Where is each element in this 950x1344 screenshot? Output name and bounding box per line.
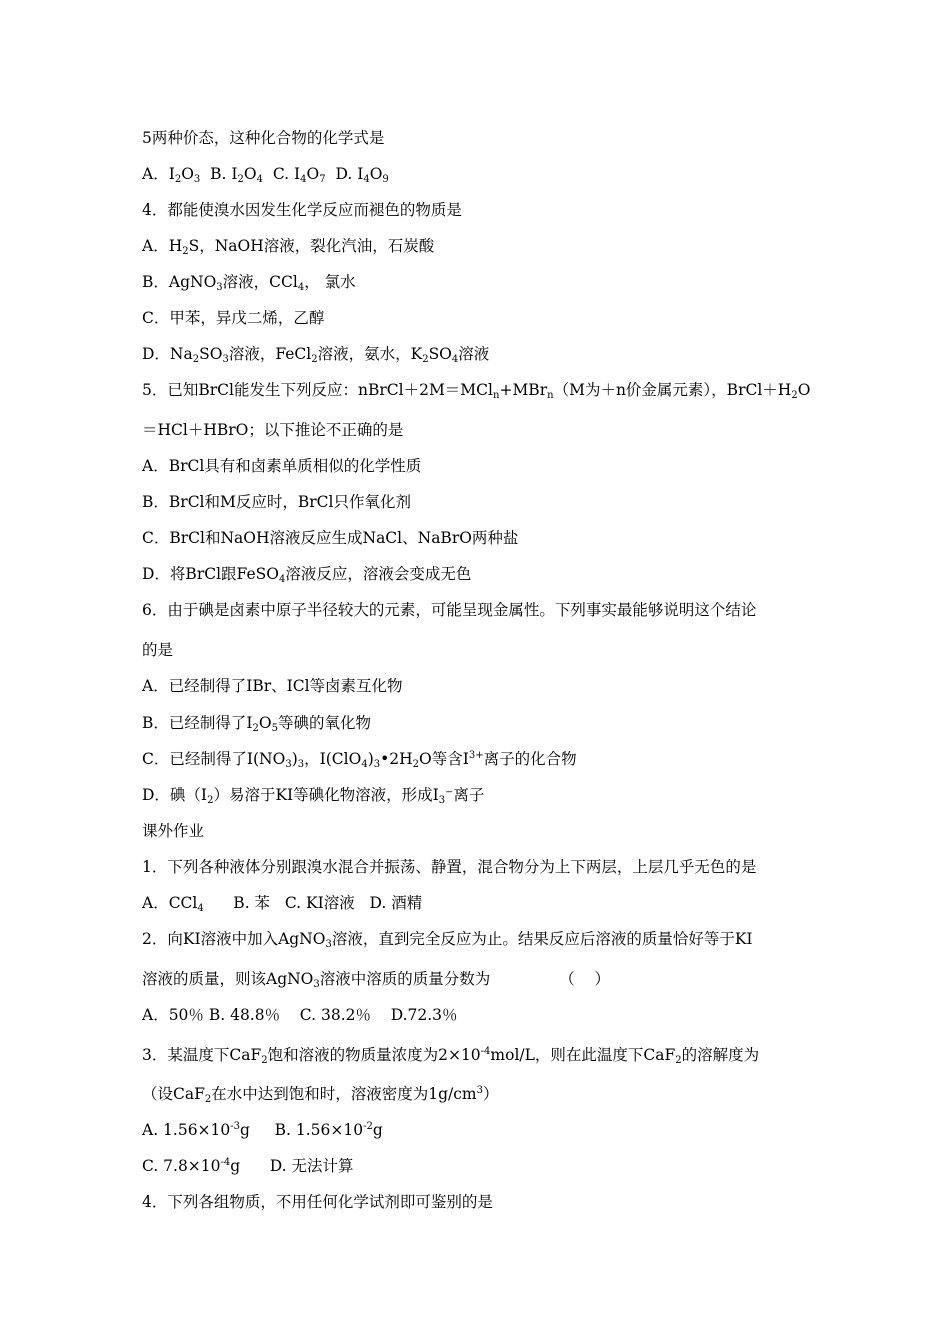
text-run: （M为＋n价金属元素），BrCl＋H [553,381,792,399]
text-run: +MBr [499,381,548,399]
subscript: 3 [222,354,229,365]
text-run: A．I [142,165,175,183]
subscript: 4 [361,759,368,770]
text-line [142,676,403,696]
subscript: 2 [207,795,214,806]
text-line [142,420,403,440]
text-run: O [181,165,194,183]
subscript: 3 [438,795,446,806]
text-run: B．AgNO [142,273,217,291]
text-run: B. I [200,165,238,183]
text-run: 课外作业 [142,822,205,840]
subscript: 4 [300,174,307,185]
text-line [142,893,422,913]
text-line [142,492,411,512]
text-line [142,236,434,256]
text-run: 溶液的质量，则该AgNO [142,970,314,988]
text-line [142,640,173,660]
text-run: D．将BrCl跟FeSO [142,565,279,583]
text-line [142,600,756,620]
text-run: SO [428,345,452,363]
text-line [142,785,484,805]
subscript: 4 [363,174,370,185]
text-line [142,1084,499,1104]
text-run: D. I [325,165,364,183]
text-run: 溶液，氨水，K [317,345,423,363]
text-run: 1．下列各种液体分别跟溴水混合并振荡、静置，混合物分为上下两层，上层几乎无色的是 [142,858,757,876]
subscript: 2 [237,174,244,185]
subscript: 3 [297,759,305,770]
text-run: g D. 无法计算 [230,1157,354,1175]
text-run: 溶液反应，溶液会变成无色 [285,565,472,583]
text-run: 溶液 [458,345,490,363]
text-run: B．BrCl和M反应时，BrCl只作氧化剂 [142,493,411,511]
text-run: C. 7.8×10 [142,1157,221,1175]
superscript: 3 [476,1085,483,1096]
text-line [142,564,471,584]
subscript: 2 [422,354,429,365]
superscript: -3 [230,1121,241,1132]
text-run: A．BrCl具有和卤素单质相似的化学性质 [142,457,422,475]
subscript: 2 [192,354,200,365]
text-run: 溶液，CCl [222,273,298,291]
text-line [142,200,462,220]
text-run: ＝HCl＋HBrO；以下推论不正确的是 [142,421,404,439]
text-run: 4．都能使溴水因发生化学反应而褪色的物质是 [142,201,462,219]
text-run: ）易溶于KI等碘化物溶液，形成I [213,786,439,804]
subscript: 2 [204,1094,212,1105]
text-run: •2H [380,750,413,768]
subscript: 2 [182,246,189,257]
subscript: 2 [791,390,798,401]
text-run: B. 苯 C. KI溶液 D. 酒精 [203,894,423,912]
text-run: C．甲苯，异戊二烯，乙醇 [142,309,325,327]
text-line [142,1005,458,1025]
text-line [142,821,204,841]
text-run: A. 1.56×10 [142,1121,231,1139]
subscript: 2 [261,1055,268,1066]
text-run: g B. 1.56×10 [240,1121,364,1139]
text-run: C. I [263,165,301,183]
text-run: ） [483,1085,499,1103]
text-line [142,713,371,733]
text-run: O [797,381,811,399]
text-run: ⁻离子 [445,786,485,804]
text-line [142,456,421,476]
text-line [142,857,756,877]
text-run: 溶液中溶质的质量分数为 （ ） [319,970,610,988]
subscript: 7 [319,174,326,185]
text-run: 5两种价态，这种化合物的化学式是 [142,129,385,147]
superscript: -4 [480,1046,491,1057]
text-run: C．BrCl和NaOH溶液反应生成NaCl、NaBrO两种盐 [142,529,519,547]
text-run: O等含I [419,750,469,768]
subscript: 2 [174,174,182,185]
text-run: A．50％ B. 48.8％ C. 38.2％ D.72.3％ [142,1006,458,1024]
text-run: A．H [142,237,183,255]
text-run: 等碘的氧化物 [277,714,371,732]
text-line [142,164,389,184]
text-run: ) [291,750,298,768]
text-run: ) [367,750,374,768]
subscript: 3 [285,759,292,770]
superscript: -4 [220,1157,231,1168]
text-line [142,272,356,292]
subscript: 9 [382,174,389,185]
text-run: g [372,1121,383,1139]
text-run: 溶液，直到完全反应为止。结果反应后溶液的质量恰好等于KI [331,930,753,948]
text-run: O [306,165,320,183]
subscript: 4 [451,354,459,365]
text-line [142,749,577,769]
text-run: ， 氯水 [304,273,356,291]
text-run: 饱和溶液的物质量浓度为2×10 [267,1046,481,1064]
subscript: 3 [373,759,381,770]
subscript: 2 [675,1055,682,1066]
text-line [142,1120,383,1140]
text-run: 3．某温度下CaF [142,1046,262,1064]
subscript: 3 [216,282,223,293]
text-run: 2．向KI溶液中加入AgNO [142,930,326,948]
text-run: O [243,165,257,183]
text-run: O [369,165,383,183]
subscript: n [547,390,554,401]
subscript: 2 [252,723,259,734]
subscript: 3 [325,939,332,950]
subscript: 5 [271,723,278,734]
text-run: O [258,714,272,732]
text-run: 5．已知BrCl能发生下列反应：nBrCl＋2M＝MCl [142,381,493,399]
text-run: 在水中达到饱和时，溶液密度为1g/cm [211,1085,477,1103]
text-run: 的是 [142,641,174,659]
text-run: C．已经制得了I(NO [142,750,286,768]
text-run: mol/L，则在此温度下CaF [490,1046,676,1064]
text-run: D．碘（I [142,786,208,804]
subscript: 4 [278,574,286,585]
text-line [142,128,384,148]
superscript: 3+ [468,750,484,761]
text-run: 离子的化合物 [483,750,577,768]
text-run: B．已经制得了I [142,714,253,732]
text-line [142,1156,354,1176]
subscript: 3 [193,174,201,185]
text-run: ，I(ClO [304,750,362,768]
text-line [142,380,810,400]
text-run: 溶液，FeCl [228,345,312,363]
text-line [142,344,489,364]
subscript: 2 [412,759,420,770]
text-run: 6．由于碘是卤素中原子半径较大的元素，可能呈现金属性。下列事实最能够说明这个结论 [142,601,757,619]
subscript: 4 [197,903,204,914]
text-run: 4．下列各组物质，不用任何化学试剂即可鉴别的是 [142,1193,493,1211]
text-line [142,308,324,328]
text-run: SO [199,345,223,363]
text-line [142,1192,493,1212]
text-run: D．Na [142,345,193,363]
text-line [142,969,610,989]
text-run: A．CCl [142,894,198,912]
text-line [142,929,753,949]
subscript: n [493,390,500,401]
subscript: 4 [256,174,263,185]
text-run: S，NaOH溶液，裂化汽油，石炭酸 [188,237,435,255]
text-run: 的溶解度为 [681,1046,760,1064]
subscript: 4 [297,282,305,293]
superscript: -2 [363,1121,373,1132]
text-run: （设CaF [142,1085,205,1103]
subscript: 3 [313,979,320,990]
text-line [142,1045,759,1065]
text-line [142,528,518,548]
subscript: 2 [311,354,318,365]
text-run: A．已经制得了IBr、ICl等卤素互化物 [142,677,403,695]
